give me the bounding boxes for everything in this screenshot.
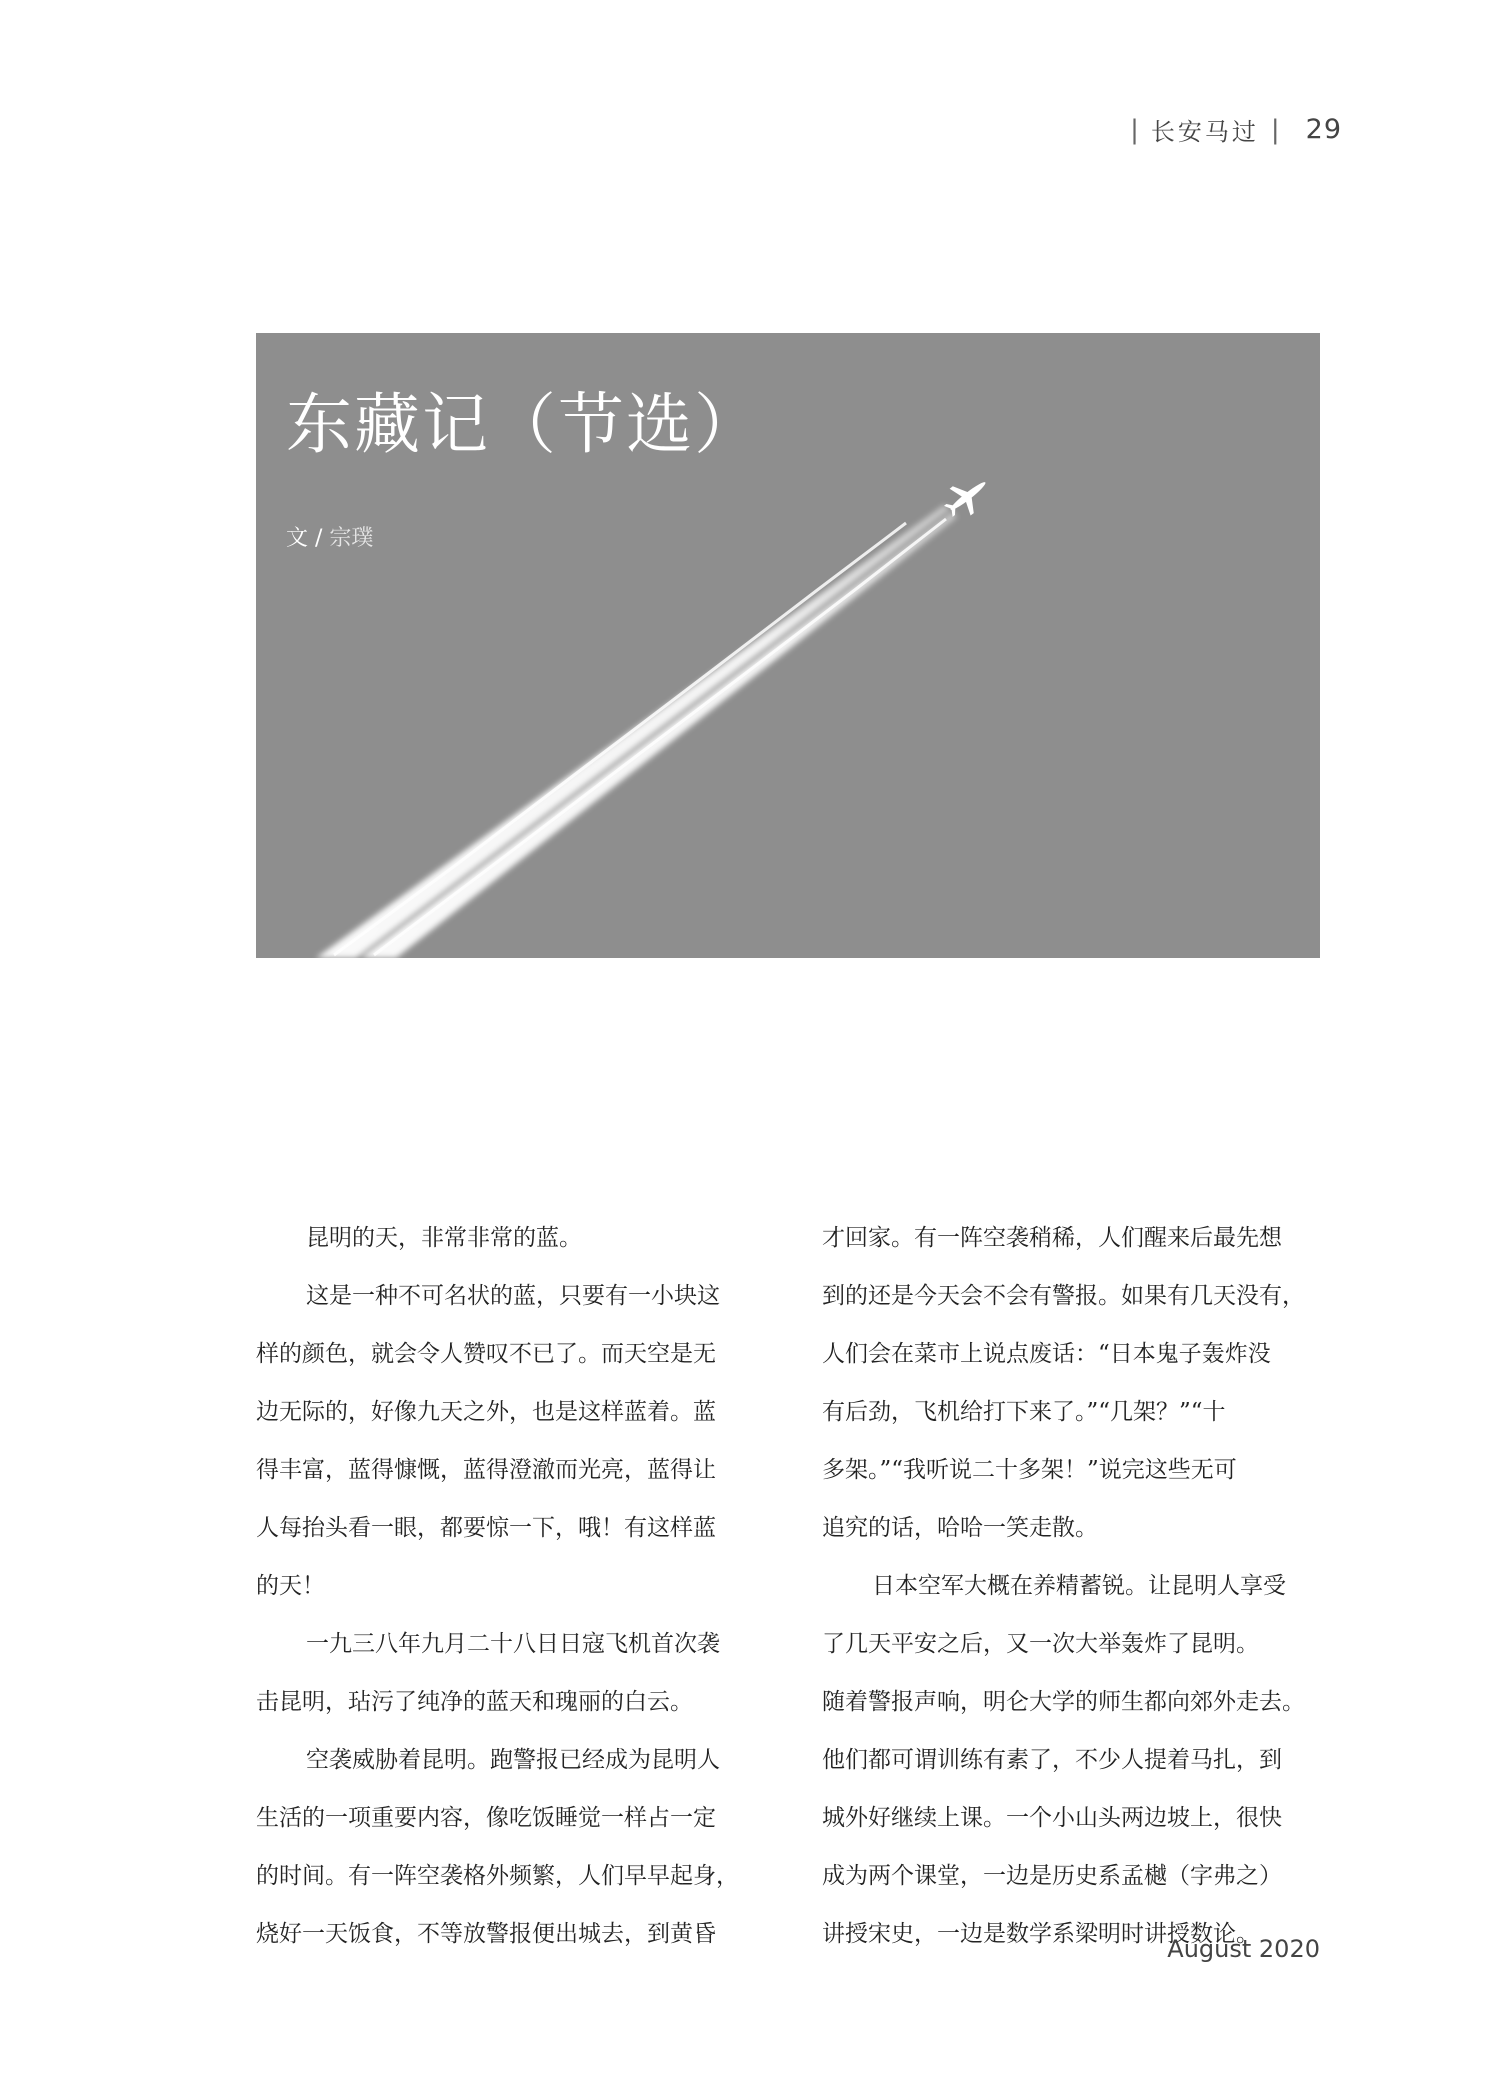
header-divider: | xyxy=(1270,114,1280,145)
byline xyxy=(286,521,373,552)
text-line: 生活的一项重要内容，像吃饭睡觉一样占一定 xyxy=(256,1805,716,1831)
text-line: 成为两个课堂，一边是历史系孟樾（字弗之） xyxy=(822,1863,1282,1889)
text-line: 样的颜色，就会令人赞叹不已了。而天空是无 xyxy=(256,1341,716,1367)
text-line: 才回家。有一阵空袭稍稀，人们醒来后最先想 xyxy=(822,1225,1282,1251)
text-line: 到的还是今天会不会有警报。如果有几天没有， xyxy=(822,1283,1305,1309)
article-title: 东藏记（节选） xyxy=(286,386,762,463)
section-name: 长安马过 xyxy=(1150,118,1259,146)
text-line: 了几天平安之后，又一次大举轰炸了昆明。 xyxy=(822,1631,1259,1657)
text-line: 他们都可谓训练有素了，不少人提着马扎，到 xyxy=(822,1747,1282,1773)
text-line: 城外好继续上课。一个小山头两边坡上，很快 xyxy=(822,1805,1282,1831)
page-number: 29 xyxy=(1305,114,1342,145)
text-line: 这是一种不可名状的蓝，只要有一小块这 xyxy=(306,1283,720,1309)
text-line: 日本空军大概在养精蓄锐。让昆明人享受 xyxy=(872,1573,1286,1599)
body-column-right xyxy=(822,1220,1320,1974)
text-line: 追究的话，哈哈一笑走散。 xyxy=(822,1515,1098,1541)
author-name: 宗璞 xyxy=(329,526,374,551)
text-line: 昆明的天，非常非常的蓝。 xyxy=(306,1225,582,1251)
text-line: 一九三八年九月二十八日日寇飞机首次袭 xyxy=(306,1631,720,1657)
body-column-left xyxy=(256,1220,754,1974)
text-line: 得丰富，蓝得慷慨，蓝得澄澈而光亮，蓝得让 xyxy=(256,1457,716,1483)
text-line: 多架。”“我听说二十多架！”说完这些无可 xyxy=(822,1457,1237,1483)
text-line: 随着警报声响，明仑大学的师生都向郊外走去。 xyxy=(822,1689,1305,1715)
text-line: 击昆明，玷污了纯净的蓝天和瑰丽的白云。 xyxy=(256,1689,693,1715)
text-line: 的时间。有一阵空袭格外频繁，人们早早起身， xyxy=(256,1863,739,1889)
hero-image xyxy=(256,333,1320,958)
text-line: 边无际的，好像九天之外，也是这样蓝着。蓝 xyxy=(256,1399,716,1425)
text-line: 人们会在菜市上说点废话：“日本鬼子轰炸没 xyxy=(822,1341,1271,1367)
text-line: 烧好一天饭食，不等放警报便出城去，到黄昏 xyxy=(256,1921,716,1947)
text-line: 的天！ xyxy=(256,1573,325,1599)
issue-date: August 2020 xyxy=(1167,1935,1320,1963)
running-header xyxy=(1130,112,1342,147)
text-line: 空袭威胁着昆明。跑警报已经成为昆明人 xyxy=(306,1747,720,1773)
header-divider: | xyxy=(1130,114,1139,145)
text-line: 讲授宋史，一边是数学系梁明时讲授数论。 xyxy=(822,1921,1259,1947)
text-line: 有后劲，飞机给打下来了。”“几架？”“十 xyxy=(822,1399,1226,1425)
text-line: 人每抬头看一眼，都要惊一下，哦！有这样蓝 xyxy=(256,1515,716,1541)
byline-prefix: 文 / xyxy=(286,526,323,551)
contrail xyxy=(316,505,957,958)
